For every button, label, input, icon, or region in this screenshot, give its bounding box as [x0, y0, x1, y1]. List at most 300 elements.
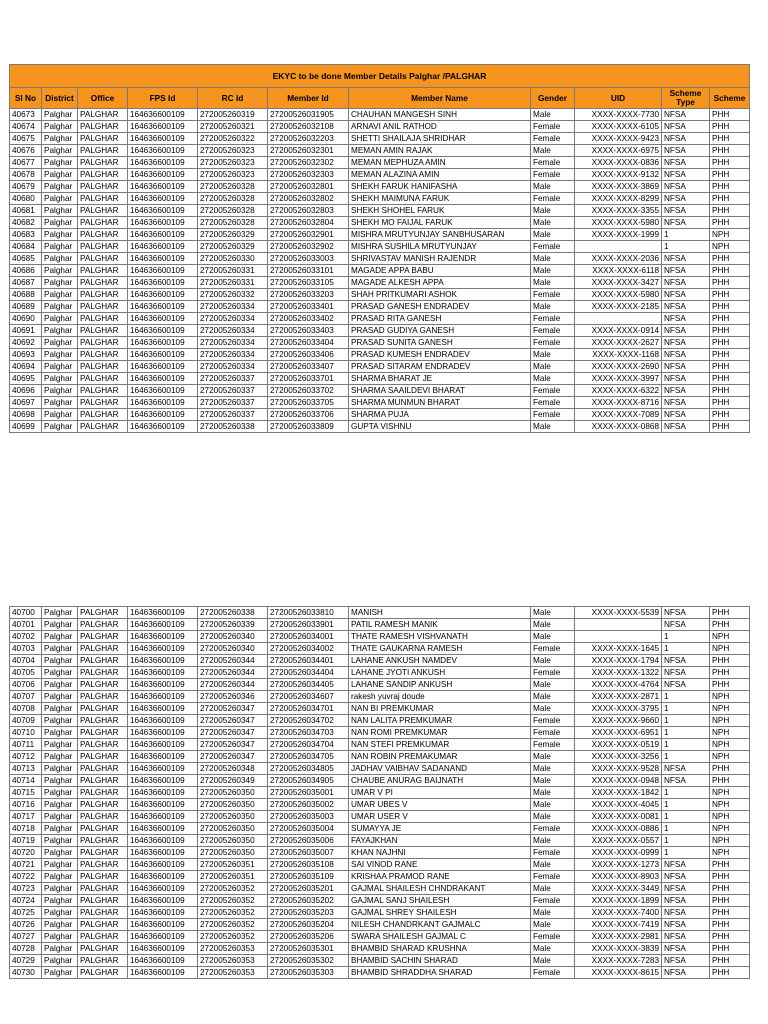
- table-cell: 272005260353: [198, 967, 268, 979]
- table-cell: 40700: [10, 607, 42, 619]
- table-cell: NFSA: [662, 907, 710, 919]
- table-cell: Palghar: [42, 607, 78, 619]
- table-cell: 40705: [10, 667, 42, 679]
- table-cell: PALGHAR: [78, 859, 128, 871]
- table-cell: Female: [531, 133, 575, 145]
- table-cell: 27200526032303: [268, 169, 349, 181]
- table-cell: 1: [662, 847, 710, 859]
- member-table-page-1: [9, 64, 750, 433]
- table-row: [10, 847, 750, 859]
- table-cell: 27200526033705: [268, 397, 349, 409]
- table-row: [10, 289, 750, 301]
- table-cell: Palghar: [42, 631, 78, 643]
- table-cell: NFSA: [662, 397, 710, 409]
- table-cell: 272005260351: [198, 871, 268, 883]
- table-cell: XXXX-XXXX-4045: [575, 799, 662, 811]
- table-cell: PHH: [710, 619, 750, 631]
- table-cell: PALGHAR: [78, 241, 128, 253]
- table-cell: Palghar: [42, 955, 78, 967]
- table-cell: 27200526032803: [268, 205, 349, 217]
- table-cell: 272005260331: [198, 265, 268, 277]
- table-cell: 164636600109: [128, 751, 198, 763]
- table-cell: Male: [531, 679, 575, 691]
- table-cell: 40674: [10, 121, 42, 133]
- table-cell: XXXX-XXXX-0868: [575, 421, 662, 433]
- table-cell: [575, 313, 662, 325]
- table-cell: PRASAD GUDIYA GANESH: [349, 325, 531, 337]
- table-cell: Palghar: [42, 619, 78, 631]
- table-cell: 40697: [10, 397, 42, 409]
- table-cell: NPH: [710, 751, 750, 763]
- table-cell: Palghar: [42, 823, 78, 835]
- table-cell: Palghar: [42, 859, 78, 871]
- table-cell: PHH: [710, 763, 750, 775]
- table-row: [10, 919, 750, 931]
- table-cell: 164636600109: [128, 895, 198, 907]
- table-cell: Palghar: [42, 871, 78, 883]
- table-cell: Palghar: [42, 883, 78, 895]
- table-cell: Palghar: [42, 253, 78, 265]
- table-cell: Male: [531, 655, 575, 667]
- table-cell: XXXX-XXXX-1322: [575, 667, 662, 679]
- table-cell: Palghar: [42, 289, 78, 301]
- table-cell: PALGHAR: [78, 169, 128, 181]
- table-cell: NFSA: [662, 217, 710, 229]
- table-cell: SHARMA SAAILDEVI BHARAT: [349, 385, 531, 397]
- table-cell: 40680: [10, 193, 42, 205]
- table-cell: 40702: [10, 631, 42, 643]
- table-row: [10, 895, 750, 907]
- table-cell: XXXX-XXXX-1273: [575, 859, 662, 871]
- table-cell: [575, 619, 662, 631]
- table-cell: 272005260350: [198, 847, 268, 859]
- table-cell: XXXX-XXXX-0948: [575, 775, 662, 787]
- table-cell: SHEKH SHOHEL FARUK: [349, 205, 531, 217]
- table-cell: 164636600109: [128, 631, 198, 643]
- table-cell: XXXX-XXXX-0557: [575, 835, 662, 847]
- column-header: RC Id: [198, 88, 268, 109]
- table-cell: SHETTI SHAILAJA SHRIDHAR: [349, 133, 531, 145]
- table-cell: NFSA: [662, 655, 710, 667]
- table-cell: PALGHAR: [78, 337, 128, 349]
- table-cell: NAN ROBIN PREMAKUMAR: [349, 751, 531, 763]
- table-cell: Female: [531, 739, 575, 751]
- table-cell: 164636600109: [128, 145, 198, 157]
- table-cell: NFSA: [662, 763, 710, 775]
- table-cell: 27200526035204: [268, 919, 349, 931]
- column-header: Office: [78, 88, 128, 109]
- table-cell: XXXX-XXXX-5980: [575, 289, 662, 301]
- table-row: [10, 409, 750, 421]
- table-row: [10, 157, 750, 169]
- table-cell: 272005260334: [198, 337, 268, 349]
- table-cell: LAHANE SANDIP ANKUSH: [349, 679, 531, 691]
- table-cell: 40721: [10, 859, 42, 871]
- table-cell: NPH: [710, 835, 750, 847]
- table-cell: 164636600109: [128, 109, 198, 121]
- table-cell: NFSA: [662, 679, 710, 691]
- table-cell: Palghar: [42, 265, 78, 277]
- table-cell: 164636600109: [128, 157, 198, 169]
- table-cell: PALGHAR: [78, 193, 128, 205]
- table-cell: PALGHAR: [78, 679, 128, 691]
- table-row: [10, 169, 750, 181]
- table-cell: XXXX-XXXX-6322: [575, 385, 662, 397]
- table-cell: 27200526034704: [268, 739, 349, 751]
- table-cell: PHH: [710, 883, 750, 895]
- table-cell: Male: [531, 253, 575, 265]
- table-cell: rakesh yuvraj doude: [349, 691, 531, 703]
- table-row: [10, 121, 750, 133]
- table-row: [10, 667, 750, 679]
- table-row: [10, 679, 750, 691]
- table-cell: 40682: [10, 217, 42, 229]
- table-cell: Female: [531, 895, 575, 907]
- table-cell: PHH: [710, 289, 750, 301]
- table-cell: 40706: [10, 679, 42, 691]
- table-cell: PALGHAR: [78, 727, 128, 739]
- table-row: [10, 205, 750, 217]
- table-cell: 40695: [10, 373, 42, 385]
- table-cell: XXXX-XXXX-8299: [575, 193, 662, 205]
- table-cell: Palghar: [42, 169, 78, 181]
- table-cell: Palghar: [42, 349, 78, 361]
- column-header: FPS Id: [128, 88, 198, 109]
- table-row: [10, 799, 750, 811]
- table-cell: Male: [531, 907, 575, 919]
- table-cell: 27200526033101: [268, 265, 349, 277]
- table-cell: 27200526035004: [268, 823, 349, 835]
- table-cell: Male: [531, 787, 575, 799]
- table-cell: NFSA: [662, 919, 710, 931]
- table-row: [10, 931, 750, 943]
- table-title: EKYC to be done Member Details Palghar /PALGHAR: [10, 65, 750, 88]
- table-cell: Palghar: [42, 799, 78, 811]
- table-cell: PALGHAR: [78, 619, 128, 631]
- table-cell: Female: [531, 409, 575, 421]
- table-cell: NPH: [710, 691, 750, 703]
- table-cell: Palghar: [42, 667, 78, 679]
- table-cell: Palghar: [42, 919, 78, 931]
- table-cell: 164636600109: [128, 253, 198, 265]
- table-cell: XXXX-XXXX-2185: [575, 301, 662, 313]
- table-cell: Palghar: [42, 229, 78, 241]
- table-cell: Palghar: [42, 385, 78, 397]
- table-row: [10, 109, 750, 121]
- table-cell: NFSA: [662, 313, 710, 325]
- table-cell: PALGHAR: [78, 397, 128, 409]
- table-cell: NFSA: [662, 253, 710, 265]
- table-cell: GAJMAL SHREY SHAILESH: [349, 907, 531, 919]
- table-cell: 164636600109: [128, 703, 198, 715]
- table-cell: XXXX-XXXX-9660: [575, 715, 662, 727]
- table-cell: 272005260344: [198, 679, 268, 691]
- table-cell: SUMAYYA JE: [349, 823, 531, 835]
- table-cell: 272005260337: [198, 409, 268, 421]
- table-cell: 272005260347: [198, 739, 268, 751]
- table-cell: Palghar: [42, 121, 78, 133]
- table-cell: 272005260338: [198, 607, 268, 619]
- table-cell: 40693: [10, 349, 42, 361]
- table-cell: Palghar: [42, 133, 78, 145]
- table-cell: MISHRA SUSHILA MRUTYUNJAY: [349, 241, 531, 253]
- table-cell: PALGHAR: [78, 157, 128, 169]
- table-cell: 164636600109: [128, 607, 198, 619]
- table-cell: Palghar: [42, 811, 78, 823]
- table-cell: XXXX-XXXX-2871: [575, 691, 662, 703]
- table-cell: 272005260337: [198, 373, 268, 385]
- table-row: [10, 373, 750, 385]
- table-cell: 27200526032203: [268, 133, 349, 145]
- table-cell: Female: [531, 313, 575, 325]
- table-cell: Male: [531, 265, 575, 277]
- table-cell: 40711: [10, 739, 42, 751]
- table-cell: XXXX-XXXX-1999: [575, 229, 662, 241]
- table-cell: 164636600109: [128, 409, 198, 421]
- table-cell: PALGHAR: [78, 799, 128, 811]
- table-cell: NILESH CHANDRKANT GAJMALC: [349, 919, 531, 931]
- table-cell: 272005260338: [198, 421, 268, 433]
- table-cell: Female: [531, 289, 575, 301]
- table-cell: Palghar: [42, 727, 78, 739]
- table-cell: NFSA: [662, 667, 710, 679]
- table-cell: 164636600109: [128, 715, 198, 727]
- table-cell: Female: [531, 967, 575, 979]
- table-cell: Palghar: [42, 241, 78, 253]
- table-cell: 27200526033702: [268, 385, 349, 397]
- column-header: Scheme Type: [662, 88, 710, 109]
- table-cell: Palghar: [42, 967, 78, 979]
- table-cell: PALGHAR: [78, 667, 128, 679]
- table-cell: PALGHAR: [78, 811, 128, 823]
- table-cell: 27200526033203: [268, 289, 349, 301]
- table-row: [10, 385, 750, 397]
- table-cell: SHAH PRITKUMARI ASHOK: [349, 289, 531, 301]
- table-cell: NFSA: [662, 373, 710, 385]
- table-cell: XXXX-XXXX-1645: [575, 643, 662, 655]
- table-cell: 272005260347: [198, 703, 268, 715]
- table-cell: Male: [531, 109, 575, 121]
- table-cell: GAJMAL SANJ SHAILESH: [349, 895, 531, 907]
- table-cell: 164636600109: [128, 847, 198, 859]
- table-cell: 27200526032108: [268, 121, 349, 133]
- table-cell: XXXX-XXXX-6105: [575, 121, 662, 133]
- table-cell: 40694: [10, 361, 42, 373]
- table-cell: 40673: [10, 109, 42, 121]
- table-cell: PALGHAR: [78, 409, 128, 421]
- table-cell: 1: [662, 811, 710, 823]
- table-cell: ARNAVI ANIL RATHOD: [349, 121, 531, 133]
- table-cell: 164636600109: [128, 337, 198, 349]
- table-cell: 272005260352: [198, 907, 268, 919]
- table-cell: 272005260350: [198, 787, 268, 799]
- table-cell: Male: [531, 349, 575, 361]
- table-row: [10, 229, 750, 241]
- table-cell: PRASAD SITARAM ENDRADEV: [349, 361, 531, 373]
- table-cell: 164636600109: [128, 205, 198, 217]
- table-cell: 27200526034905: [268, 775, 349, 787]
- table-cell: 27200526033810: [268, 607, 349, 619]
- table-cell: Male: [531, 763, 575, 775]
- table-cell: 272005260334: [198, 313, 268, 325]
- table-cell: PHH: [710, 943, 750, 955]
- table-cell: SHEKH MAIMUNA FARUK: [349, 193, 531, 205]
- table-cell: Male: [531, 703, 575, 715]
- table-cell: PALGHAR: [78, 109, 128, 121]
- table-cell: 272005260349: [198, 775, 268, 787]
- table-cell: 164636600109: [128, 313, 198, 325]
- table-cell: 272005260337: [198, 385, 268, 397]
- table-cell: 164636600109: [128, 871, 198, 883]
- table-cell: 40727: [10, 931, 42, 943]
- table-cell: 27200526033901: [268, 619, 349, 631]
- table-cell: 164636600109: [128, 385, 198, 397]
- table-cell: 164636600109: [128, 181, 198, 193]
- table-cell: PALGHAR: [78, 919, 128, 931]
- table-cell: Female: [531, 931, 575, 943]
- table-cell: 272005260334: [198, 301, 268, 313]
- table-cell: 272005260331: [198, 277, 268, 289]
- table-cell: NFSA: [662, 337, 710, 349]
- table-cell: CHAUHAN MANGESH SINH: [349, 109, 531, 121]
- table-row: [10, 727, 750, 739]
- table-cell: Male: [531, 835, 575, 847]
- table-cell: PALGHAR: [78, 715, 128, 727]
- table-cell: 272005260351: [198, 859, 268, 871]
- table-cell: 164636600109: [128, 397, 198, 409]
- table-cell: MEMAN MEPHUZA AMIN: [349, 157, 531, 169]
- table-row: [10, 133, 750, 145]
- table-cell: Male: [531, 883, 575, 895]
- table-cell: 164636600109: [128, 691, 198, 703]
- table-cell: NFSA: [662, 619, 710, 631]
- table-cell: Female: [531, 193, 575, 205]
- table-cell: GAJMAL SHAILESH CHNDRAKANT: [349, 883, 531, 895]
- table-cell: THATE RAMESH VISHVANATH: [349, 631, 531, 643]
- table-cell: NFSA: [662, 133, 710, 145]
- table-cell: 272005260323: [198, 145, 268, 157]
- table-cell: PHH: [710, 955, 750, 967]
- table-cell: XXXX-XXXX-9132: [575, 169, 662, 181]
- table-cell: 272005260328: [198, 181, 268, 193]
- table-cell: 272005260353: [198, 955, 268, 967]
- table-cell: Male: [531, 217, 575, 229]
- table-cell: PALGHAR: [78, 121, 128, 133]
- table-cell: NFSA: [662, 205, 710, 217]
- table-cell: 40725: [10, 907, 42, 919]
- table-cell: 40712: [10, 751, 42, 763]
- table-cell: PHH: [710, 775, 750, 787]
- table-cell: PALGHAR: [78, 313, 128, 325]
- table-cell: XXXX-XXXX-0999: [575, 847, 662, 859]
- table-cell: 272005260329: [198, 241, 268, 253]
- table-cell: 40687: [10, 277, 42, 289]
- table-cell: 164636600109: [128, 835, 198, 847]
- table-cell: 40726: [10, 919, 42, 931]
- table-cell: Palghar: [42, 277, 78, 289]
- table-row: [10, 241, 750, 253]
- table-cell: Palghar: [42, 715, 78, 727]
- table-cell: 164636600109: [128, 643, 198, 655]
- table-cell: 1: [662, 691, 710, 703]
- table-cell: XXXX-XXXX-1794: [575, 655, 662, 667]
- table-cell: Palghar: [42, 421, 78, 433]
- table-cell: Female: [531, 241, 575, 253]
- table-cell: 1: [662, 631, 710, 643]
- table-cell: NPH: [710, 229, 750, 241]
- table-cell: 40678: [10, 169, 42, 181]
- table-cell: 40684: [10, 241, 42, 253]
- table-cell: PALGHAR: [78, 775, 128, 787]
- table-cell: 40691: [10, 325, 42, 337]
- table-cell: 1: [662, 787, 710, 799]
- table-cell: 164636600109: [128, 823, 198, 835]
- table-cell: 272005260334: [198, 349, 268, 361]
- table-cell: 272005260347: [198, 727, 268, 739]
- table-cell: PALGHAR: [78, 133, 128, 145]
- table-cell: Male: [531, 301, 575, 313]
- column-header: Scheme: [710, 88, 750, 109]
- table-cell: PHH: [710, 277, 750, 289]
- table-cell: 164636600109: [128, 955, 198, 967]
- table-cell: 27200526035001: [268, 787, 349, 799]
- table-cell: 272005260319: [198, 109, 268, 121]
- table-cell: [575, 631, 662, 643]
- table-cell: SWARA SHAILESH GAJMAL C: [349, 931, 531, 943]
- table-cell: 27200526035108: [268, 859, 349, 871]
- table-cell: 27200526034705: [268, 751, 349, 763]
- table-cell: XXXX-XXXX-2981: [575, 931, 662, 943]
- table-cell: 272005260348: [198, 763, 268, 775]
- table-cell: 27200526034607: [268, 691, 349, 703]
- column-header: District: [42, 88, 78, 109]
- table-cell: XXXX-XXXX-4764: [575, 679, 662, 691]
- table-cell: 272005260350: [198, 835, 268, 847]
- table-cell: BHAMBID SHARAD KRUSHNA: [349, 943, 531, 955]
- table-cell: 164636600109: [128, 799, 198, 811]
- table-row: [10, 715, 750, 727]
- table-cell: PALGHAR: [78, 301, 128, 313]
- table-cell: 164636600109: [128, 373, 198, 385]
- table-cell: SAI VINOD RANE: [349, 859, 531, 871]
- table-cell: PHH: [710, 133, 750, 145]
- table-cell: PHH: [710, 181, 750, 193]
- table-cell: NPH: [710, 703, 750, 715]
- table-cell: 164636600109: [128, 193, 198, 205]
- table-cell: PHH: [710, 265, 750, 277]
- table-cell: XXXX-XXXX-0914: [575, 325, 662, 337]
- table-row: [10, 607, 750, 619]
- table-cell: 27200526032301: [268, 145, 349, 157]
- table-row: [10, 217, 750, 229]
- table-cell: 164636600109: [128, 265, 198, 277]
- table-cell: Palghar: [42, 703, 78, 715]
- table-cell: PALGHAR: [78, 823, 128, 835]
- table-cell: Female: [531, 871, 575, 883]
- table-cell: 27200526033404: [268, 337, 349, 349]
- table-cell: XXXX-XXXX-1842: [575, 787, 662, 799]
- table-cell: Male: [531, 421, 575, 433]
- table-cell: 164636600109: [128, 619, 198, 631]
- table-cell: Palghar: [42, 847, 78, 859]
- table-cell: XXXX-XXXX-5980: [575, 217, 662, 229]
- table-cell: PALGHAR: [78, 385, 128, 397]
- table-cell: 272005260352: [198, 931, 268, 943]
- table-cell: Palghar: [42, 193, 78, 205]
- table-cell: 164636600109: [128, 169, 198, 181]
- table-cell: 272005260347: [198, 715, 268, 727]
- table-row: [10, 775, 750, 787]
